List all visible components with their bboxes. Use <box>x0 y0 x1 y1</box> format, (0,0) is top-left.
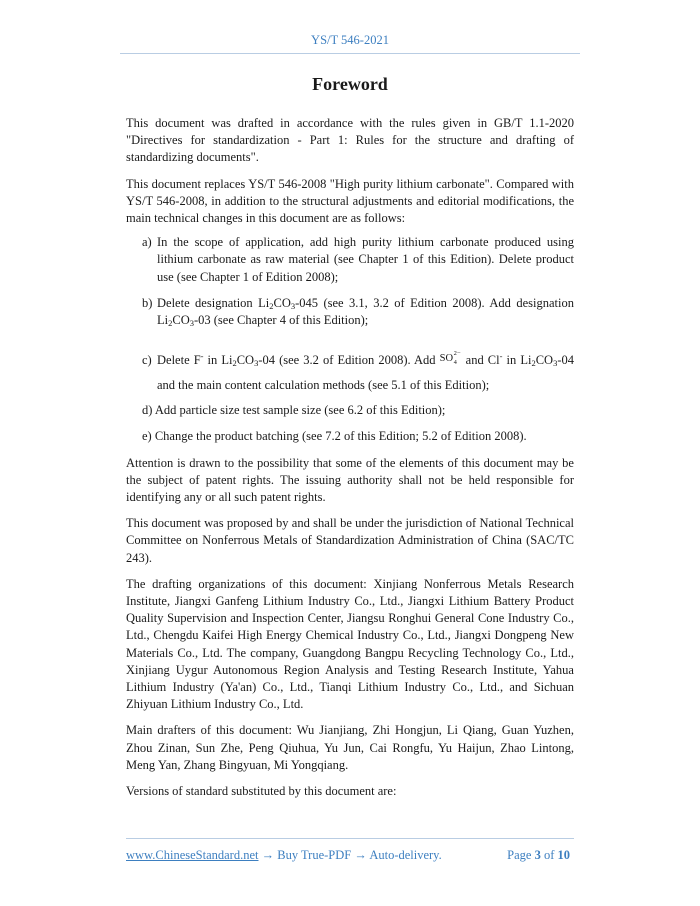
subscript: 2 <box>531 358 536 369</box>
change-text-c-2: in Li <box>203 353 233 368</box>
footer-auto-delivery: Auto-delivery. <box>369 848 442 862</box>
subscript: 2 <box>168 318 173 329</box>
change-text-c-8: -04 and the main content calculation methods (see 5.1 of this Edition); <box>157 353 574 393</box>
footer-buy-pdf: Buy True-PDF <box>277 848 352 862</box>
sulfate-so: SO <box>439 353 454 365</box>
page-total: 10 <box>557 848 570 862</box>
change-item-d <box>126 402 574 419</box>
change-item-e <box>126 428 574 445</box>
change-label-b: b) <box>142 295 153 310</box>
change-label-a: a) <box>142 235 152 250</box>
paragraph-versions-substituted: Versions of standard substituted by this document are: <box>126 784 397 799</box>
footer-website-link[interactable]: www.ChineseStandard.net <box>126 848 259 862</box>
spacer <box>126 338 574 348</box>
change-label-d: d) <box>142 403 153 418</box>
change-item-b <box>126 295 574 329</box>
footer-divider <box>126 838 574 839</box>
change-item-c <box>126 348 574 398</box>
change-label-e: e) <box>142 429 152 444</box>
superscript: - <box>200 351 204 362</box>
change-text-b-5: -03 (see Chapter 4 of this Edition); <box>193 313 369 328</box>
change-text-c-5: and Cl <box>461 353 500 368</box>
header-standard-code: YS/T 546-2021 <box>311 33 389 47</box>
page-title: Foreword <box>312 74 388 94</box>
change-text-b-2: CO <box>273 295 291 310</box>
sulfate-charge: 2− <box>453 350 461 358</box>
superscript: - <box>499 351 503 362</box>
change-text-e: Change the product batching (see 7.2 of this Edition; 5.2 of Edition 2008). <box>154 429 527 444</box>
page-current: 3 <box>534 848 541 862</box>
document-body <box>126 115 574 809</box>
paragraph-jurisdiction: This document was proposed by and shall be under the jurisdiction of National Technical Committee on Nonferrous Metals of Standardization Administration of China (SAC/TC 243). <box>126 516 574 565</box>
change-text-b-1: Delete designation Li <box>157 295 270 310</box>
subscript: 2 <box>232 358 237 369</box>
change-text-a: In the scope of application, add high purity lithium carbonate produced using lithium carbonate as raw material (see Chapter 1 of this Edition). Delete product use (see Chapter 1 of Edition 2008); <box>157 235 574 284</box>
page-of: of <box>540 848 558 862</box>
subscript: 3 <box>254 358 259 369</box>
change-text-d: Add particle size test sample size (see 6.2 of this Edition); <box>154 403 446 418</box>
paragraph-drafting-rules: This document was drafted in accordance with the rules given in GB/T 1.1-2020 "Directives for standardization - Part 1: Rules for the structure and drafting of standardizing documents". <box>126 116 574 165</box>
sulfate-formula <box>439 350 462 367</box>
paragraph-replaces: This document replaces YS/T 546-2008 "High purity lithium carbonate". Compared with YS/T 546-2008, in addition to the structural adjustments and editorial modifications, the main technical changes in this document are as follows: <box>126 176 574 226</box>
change-text-c-1: Delete F <box>157 353 201 368</box>
change-text-c-4: -04 (see 3.2 of Edition 2008). Add <box>258 353 440 368</box>
paragraph-patent-notice: Attention is drawn to the possibility that some of the elements of this document may be the subject of patent rights. The issuing authority shall not be held responsible for identifying any or all such patent rights. <box>126 455 574 505</box>
arrow-right-icon: → <box>351 848 370 862</box>
header-divider <box>120 53 580 54</box>
paragraph-drafters: Main drafters of this document: Wu Jianjiang, Zhi Hongjun, Li Qiang, Guan Yuzhen, Zhou Zinan, Sun Zhe, Peng Qiuhua, Yu Jun, Cai Rongfu, Yu Haijun, Zhao Lintong, Meng Yan, Zhang Bingyuan, Mi Yongqiang. <box>126 723 574 772</box>
arrow-right-icon: → <box>258 848 278 862</box>
page-number <box>507 848 570 863</box>
subscript: 3 <box>189 318 194 329</box>
subscript: 3 <box>553 358 558 369</box>
change-text-c-7: CO <box>535 353 554 368</box>
page-label: Page <box>507 848 535 862</box>
subscript: 3 <box>290 300 296 311</box>
sulfate-subscript: 4 <box>453 359 457 367</box>
subscript: 2 <box>269 300 274 311</box>
change-text-c-6: in Li <box>502 353 532 368</box>
change-text-b-4: CO <box>172 313 190 328</box>
change-item-a <box>126 234 574 286</box>
change-text-b-3: -045 (see 3.1, 3.2 of Edition 2008). Add designation Li <box>157 295 574 328</box>
change-text-c-3: CO <box>236 353 255 368</box>
footer <box>126 848 574 863</box>
change-label-c: c) <box>142 353 152 368</box>
paragraph-drafting-organizations: The drafting organizations of this document: Xinjiang Nonferrous Metals Research Institute, Jiangxi Ganfeng Lithium Industry Co., Ltd., Jiangxi Lithium Battery Product Quality Supervision and Inspection Center, Jiangsu Ronghui General Cone Industry Co., Ltd., Chengdu Kaifei High Energy Chemical Industry Co., Ltd., Jiangxi Dongpeng New Materials Co., Ltd. The company, Guangdong Bangpu Recycling Technology Co., Ltd., Xinjiang Uygur Autonomous Region Analysis and Testing Research Institute, Yahua Lithium Industry (Ya'an) Co., Ltd., Tianqi Lithium Industry Co., Ltd., and Sichuan Zhiyuan Lithium Industry Co., Ltd. <box>126 576 574 712</box>
